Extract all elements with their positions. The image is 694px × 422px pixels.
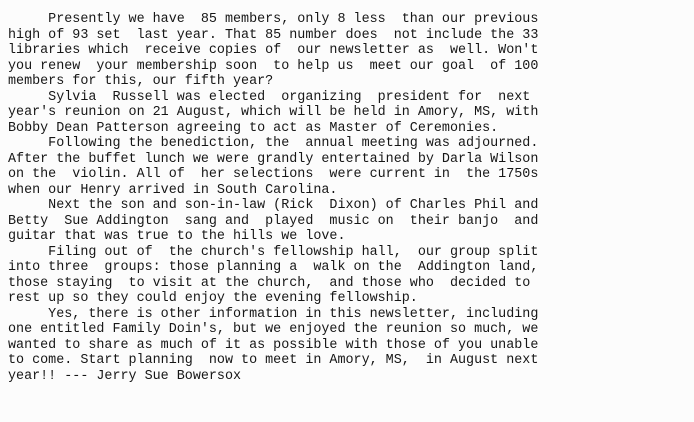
text-line: high of 93 set last year. That 85 number does not include the 33	[8, 27, 539, 43]
text-line: into three groups: those planning a walk on the Addington land,	[8, 260, 539, 275]
text-line: to come. Start planning now to meet in Amory, MS, in August next	[8, 353, 539, 368]
text-line: you renew your membership soon to help us meet our goal of 100	[8, 58, 539, 74]
text-line: Next the son and son-in-law (Rick Dixon) of Charles Phil and	[8, 198, 539, 213]
text-line: Betty Sue Addington sang and played music on their banjo and	[8, 213, 539, 229]
text-line: one entitled Family Doin's, but we enjoyed the reunion so much, we	[8, 322, 539, 337]
text-line: year's reunion on 21 August, which will be held in Amory, MS, with	[8, 105, 539, 120]
text-line: libraries which receive copies of our newsletter as well. Won't	[8, 43, 539, 58]
text-line: on the violin. All of her selections were current in the 1750s	[8, 167, 539, 182]
text-line: Sylvia Russell was elected organizing president for next	[8, 89, 531, 105]
text-line: wanted to share as much of it as possible with those of you unable	[8, 337, 539, 353]
text-line: guitar that was true to the hills we love.	[8, 229, 346, 244]
text-line: when our Henry arrived in South Carolina.	[8, 182, 338, 198]
text-line: Presently we have 85 members, only 8 less than our previous	[8, 12, 539, 27]
text-line: rest up so they could enjoy the evening fellowship.	[8, 291, 418, 306]
text-line: Following the benediction, the annual meeting was adjourned.	[8, 136, 539, 151]
text-line: members for this, our fifth year?	[8, 74, 274, 89]
text-line: Yes, there is other information in this newsletter, including	[8, 306, 539, 322]
text-line: those staying to visit at the church, and those who decided to	[8, 275, 531, 291]
text-line: Filing out of the church's fellowship hall, our group split	[8, 244, 539, 260]
text-line: year!! --- Jerry Sue Bowersox	[8, 368, 242, 384]
newsletter-text	[8, 12, 538, 384]
text-line: After the buffet lunch we were grandly entertained by Darla Wilson	[8, 151, 539, 167]
text-line: Bobby Dean Patterson agreeing to act as Master of Ceremonies.	[8, 120, 499, 136]
